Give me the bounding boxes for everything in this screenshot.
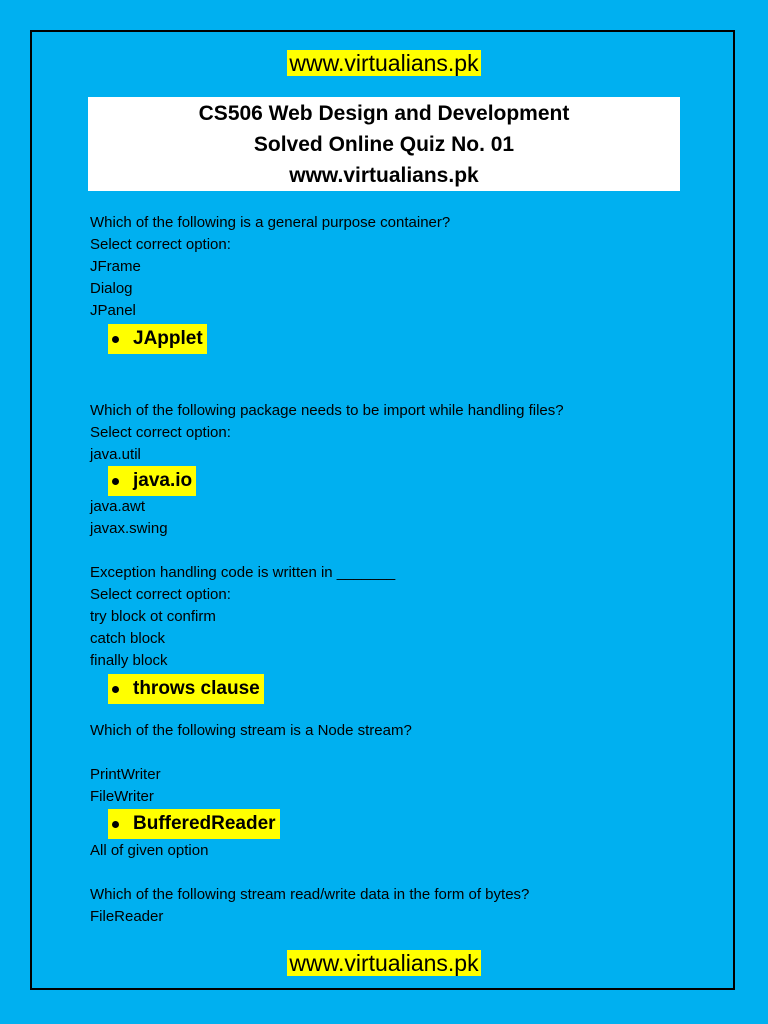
bullet-icon bbox=[112, 336, 119, 343]
title-site: www.virtualians.pk bbox=[289, 164, 479, 187]
q1-answer-highlight bbox=[108, 324, 207, 354]
title-box bbox=[88, 97, 680, 191]
q4-option: FileWriter bbox=[90, 788, 154, 805]
question-5: Which of the following stream read/write data in the form of bytes? bbox=[90, 886, 530, 903]
q2-answer-text: java.io bbox=[133, 470, 193, 491]
q4-option: All of given option bbox=[90, 842, 209, 859]
q2-option: javax.swing bbox=[90, 520, 168, 537]
q1-option: Dialog bbox=[90, 280, 133, 297]
q3-option: finally block bbox=[90, 652, 168, 669]
q3-answer-text: throws clause bbox=[133, 678, 260, 699]
question-2: Which of the following package needs to be import while handling files? bbox=[90, 402, 564, 419]
title-course: CS506 Web Design and Development bbox=[198, 102, 570, 125]
q1-answer bbox=[90, 322, 690, 356]
question-1: Which of the following is a general purpose container? bbox=[90, 214, 451, 231]
q1-option: JFrame bbox=[90, 258, 141, 275]
header-site-link-text[interactable]: www.virtualians.pk bbox=[289, 50, 479, 76]
q3-option: catch block bbox=[90, 630, 166, 647]
q2-option: java.awt bbox=[90, 498, 146, 515]
q4-answer-highlight bbox=[108, 809, 280, 839]
header-site-link[interactable] bbox=[0, 48, 768, 78]
bullet-icon bbox=[112, 686, 119, 693]
q3-answer bbox=[90, 672, 690, 706]
q1-prompt: Select correct option: bbox=[90, 236, 231, 253]
quiz-content bbox=[90, 212, 690, 928]
q4-option: PrintWriter bbox=[90, 766, 161, 783]
q1-answer-text: JApplet bbox=[133, 328, 203, 349]
question-3: Exception handling code is written in _______ bbox=[90, 564, 396, 581]
bullet-icon bbox=[112, 478, 119, 485]
q5-option: FileReader bbox=[90, 908, 164, 925]
footer-site-link-text[interactable]: www.virtualians.pk bbox=[289, 950, 479, 976]
q3-prompt: Select correct option: bbox=[90, 586, 231, 603]
q3-option: try block ot confirm bbox=[90, 608, 216, 625]
title-quiz: Solved Online Quiz No. 01 bbox=[253, 133, 515, 156]
q2-answer bbox=[90, 466, 690, 496]
question-4: Which of the following stream is a Node stream? bbox=[90, 722, 412, 739]
footer-site-link[interactable] bbox=[0, 948, 768, 978]
q2-answer-highlight bbox=[108, 466, 196, 496]
q4-answer-text: BufferedReader bbox=[133, 813, 276, 834]
q1-option: JPanel bbox=[90, 302, 136, 319]
q2-prompt: Select correct option: bbox=[90, 424, 231, 441]
q2-option: java.util bbox=[90, 446, 141, 463]
q3-answer-highlight bbox=[108, 674, 264, 704]
q4-answer bbox=[90, 808, 690, 840]
bullet-icon bbox=[112, 821, 119, 828]
